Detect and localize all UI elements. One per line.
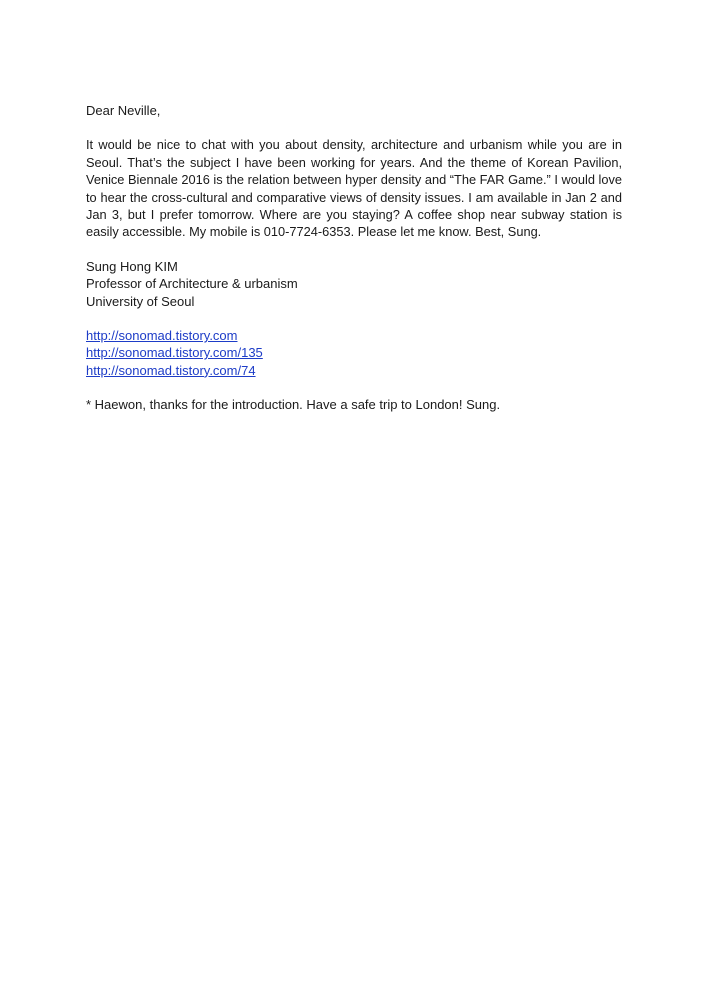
link-blog-post-74[interactable]: http://sonomad.tistory.com/74: [86, 362, 256, 378]
signature-block: [86, 258, 622, 310]
link-blog-home[interactable]: http://sonomad.tistory.com: [86, 328, 238, 344]
link-blog-post-135[interactable]: http://sonomad.tistory.com/135: [86, 345, 263, 361]
letter-content: [86, 102, 622, 414]
signature-name: Sung Hong KIM: [86, 258, 178, 274]
letter-body: It would be nice to chat with you about density, architecture and urbanism while you are in Seoul. That’s the subject I have been working for years. And the theme of Korean Pavilion, Venice Biennale 2016 is the relation between hyper density and “The FAR Game.” I would love to hear the cross-cultural and comparative views of density issues. I am available in Jan 2 and Jan 3, but I prefer tomorrow. Where are you staying? A coffee shop near subway station is easily accessible. My mobile is 010-7724-6353. Please let me know. Best, Sung.: [86, 137, 622, 240]
link-list: [86, 327, 622, 379]
postscript: * Haewon, thanks for the introduction. Have a safe trip to London! Sung.: [86, 397, 501, 413]
signature-institution: University of Seoul: [86, 293, 195, 309]
salutation: Dear Neville,: [86, 103, 161, 118]
signature-title: Professor of Architecture & urbanism: [86, 276, 298, 292]
